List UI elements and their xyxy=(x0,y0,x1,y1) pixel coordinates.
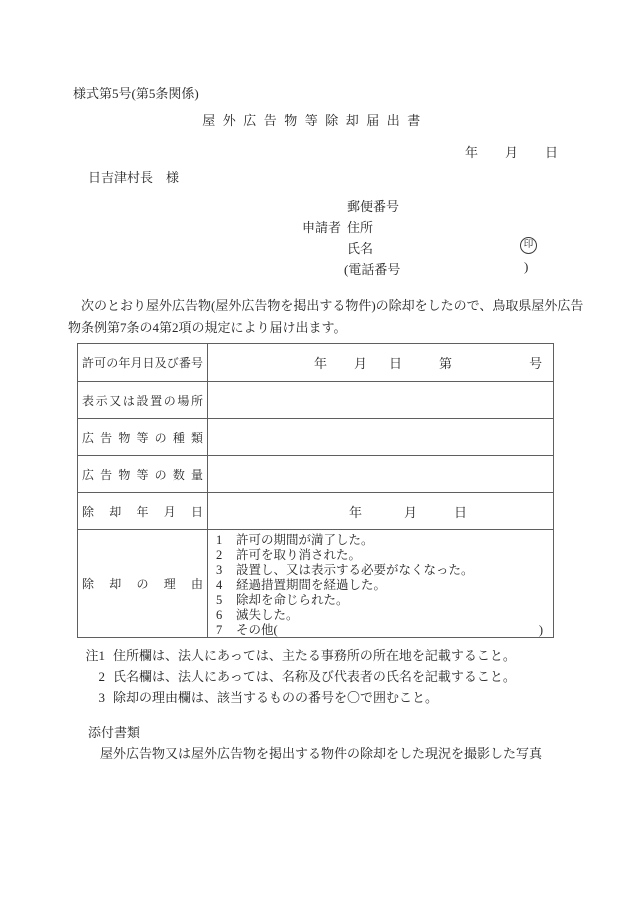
permit-month-label: 月 xyxy=(354,356,368,371)
permit-no-prefix-label: 第 xyxy=(439,356,453,371)
phone-close-paren: ) xyxy=(524,259,529,274)
table-row-removal-reason xyxy=(78,529,553,637)
table-row-removal-date xyxy=(78,492,553,529)
addressee: 日吉津村長 様 xyxy=(88,170,180,185)
applicant-label: 申請者 xyxy=(302,220,342,235)
permit-day-label: 日 xyxy=(389,356,403,371)
type-value-cell xyxy=(208,419,553,455)
removal-date-header: 除却年月日 xyxy=(78,493,208,529)
page-title: 屋外広告物等除却届出書 xyxy=(202,113,428,128)
permit-date-value-cell xyxy=(208,344,553,381)
table-row-quantity xyxy=(78,455,553,492)
permit-date-header: 許可の年月日及び番号 xyxy=(78,344,208,381)
name-label: 氏名 xyxy=(347,241,374,256)
removal-year-label: 年 xyxy=(349,504,363,520)
seal-icon: 印 xyxy=(520,237,537,254)
reason-item: 3 設置し、又は表示する必要がなくなった。 xyxy=(216,563,474,577)
location-value-cell xyxy=(208,382,553,418)
removal-month-label: 月 xyxy=(404,504,418,520)
reason-item: 4 経過措置期間を経過した。 xyxy=(216,578,387,592)
header-date-month-label: 月 xyxy=(505,145,519,160)
phone-label: (電話番号 xyxy=(344,262,401,277)
form-number: 様式第5号(第5条関係) xyxy=(73,86,199,101)
reason-item: 6 滅失した。 xyxy=(216,608,299,622)
attachments-heading: 添付書類 xyxy=(88,725,141,740)
notes-section xyxy=(85,645,516,708)
reason-item: 5 除却を命じられた。 xyxy=(216,593,349,607)
type-header: 広告物等の種類 xyxy=(78,419,208,455)
header-date-line xyxy=(465,142,558,161)
note-item: 注1 住所欄は、法人にあっては、主たる事務所の所在地を記載すること。 xyxy=(85,648,516,663)
note-item: 3 除却の理由欄は、該当するものの番号を〇で囲むこと。 xyxy=(98,690,439,705)
quantity-value-cell xyxy=(208,456,553,492)
permit-no-suffix-label: 号 xyxy=(529,356,543,371)
quantity-header: 広告物等の数量 xyxy=(78,456,208,492)
reason-item: 2 許可を取り消された。 xyxy=(216,548,362,562)
reason-list xyxy=(208,530,553,637)
removal-date-value-cell xyxy=(208,493,553,529)
removal-form-table xyxy=(77,343,554,638)
address-label: 住所 xyxy=(347,220,374,235)
removal-reason-value-cell xyxy=(208,530,553,637)
table-row-permit-date xyxy=(78,344,553,381)
table-row-location xyxy=(78,381,553,418)
header-date-day-label: 日 xyxy=(545,145,559,160)
header-date-year-label: 年 xyxy=(465,145,479,160)
note-item: 2 氏名欄は、法人にあっては、名称及び代表者の氏名を記載すること。 xyxy=(98,669,516,684)
location-header: 表示又は設置の場所 xyxy=(78,382,208,418)
body-paragraph: 次のとおり屋外広告物(屋外広告物を掲出する物件)の除却をしたので、鳥取県屋外広告物条例第7条の4第2項の規定により届け出ます。 xyxy=(68,298,584,335)
permit-year-label: 年 xyxy=(314,356,328,371)
removal-day-label: 日 xyxy=(454,504,468,520)
reason-item-other: 7 その他( ) xyxy=(216,623,543,637)
removal-reason-header: 除却の理由 xyxy=(78,530,208,637)
reason-item: 1 許可の期間が満了した。 xyxy=(216,533,374,547)
postal-code-label: 郵便番号 xyxy=(347,199,400,214)
attachment-item: 屋外広告物又は屋外広告物を掲出する物件の除却をした現況を撮影した写真 xyxy=(100,746,543,761)
reason-other-close-paren: ) xyxy=(538,623,543,637)
table-row-type xyxy=(78,418,553,455)
